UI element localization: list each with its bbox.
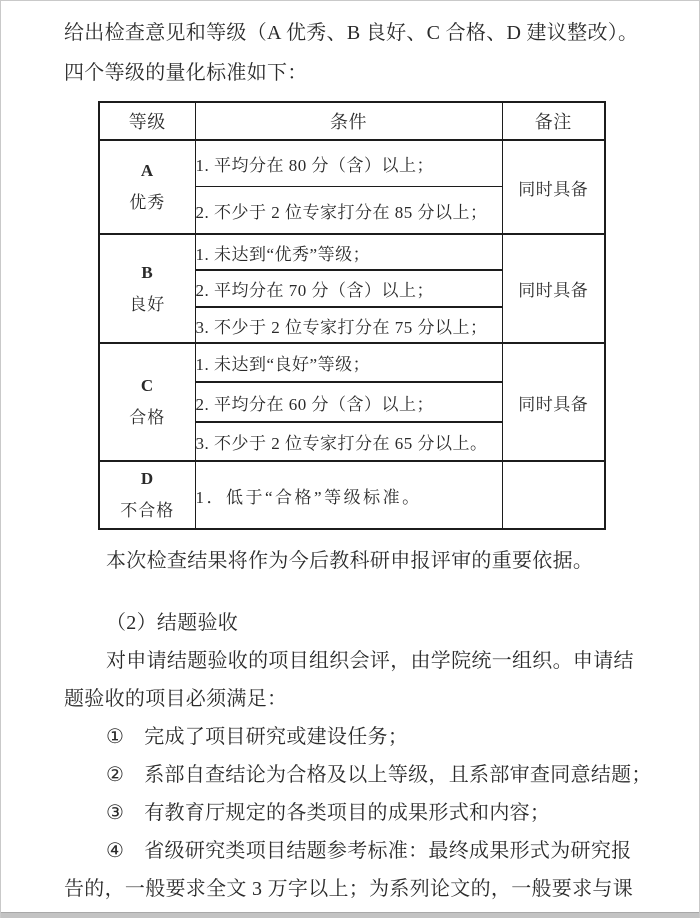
list-item-4-continued: 告的，一般要求全文 3 万字以上；为系列论文的，一般要求与课 [64,878,633,900]
list-item-3 [64,794,636,832]
list-item-4 [64,832,636,870]
grade-letter: B [141,262,154,282]
header-condition: 条件 [195,102,502,140]
condition-cell: 3. 不少于 2 位专家打分在 75 分以上； [195,307,502,343]
grade-cell-A [99,140,195,234]
list-item-1 [64,718,636,756]
grade-cell-D [99,461,195,529]
page-bottom-edge [1,912,699,918]
list-marker-3: ③ [106,802,125,824]
condition-cell: 1．低于“合格”等级标准。 [195,461,502,529]
grade-table-body [99,140,605,529]
condition-cell: 1. 平均分在 80 分（含）以上； [195,140,502,187]
grade-row-D-1 [99,461,605,529]
condition-cell: 2. 平均分在 60 分（含）以上； [195,382,502,422]
grade-name: 合格 [129,408,166,427]
condition-cell: 1. 未达到“良好”等级； [195,343,502,382]
grade-cell-C [99,343,195,461]
note-cell: 同时具备 [502,343,605,461]
after-table-paragraph: 本次检查结果将作为今后教科研申报评审的重要依据。 [106,550,594,572]
grade-row-B-1 [99,234,605,270]
list-text-4: 省级研究类项目结题参考标准：最终成果形式为研究报 [144,840,632,862]
section-heading: （2）结题验收 [106,612,239,634]
table-header-row [99,102,605,140]
grade-row-A-1 [99,140,605,187]
note-cell: 同时具备 [502,234,605,343]
condition-cell: 1. 未达到“优秀”等级； [195,234,502,270]
grade-row-C-1 [99,343,605,382]
note-cell [502,461,605,529]
list-text-1: 完成了项目研究或建设任务； [144,726,409,748]
list-marker-4: ④ [106,840,125,862]
list-text-2: 系部自查结论为合格及以上等级，且系部审查同意结题； [144,764,652,786]
grade-letter: C [140,376,154,395]
grade-name: 优秀 [129,193,166,212]
grade-letter: D [140,469,154,488]
list-marker-2: ② [106,764,125,786]
condition-cell: 2. 不少于 2 位专家打分在 85 分以上； [195,187,502,235]
list-item-2 [64,756,652,794]
section-intro-line-2: 题验收的项目必须满足： [64,688,288,710]
condition-cell: 2. 平均分在 70 分（含）以上； [195,270,502,307]
condition-cell: 3. 不少于 2 位专家打分在 65 分以上。 [195,422,502,461]
list-text-3: 有教育厅规定的各类项目的成果形式和内容； [144,802,551,824]
section-intro-line-1: 对申请结题验收的项目组织会评，由学院统一组织。申请结 [106,650,634,672]
header-note: 备注 [502,102,605,140]
list-marker-1: ① [106,726,125,748]
intro-line-1: 给出检查意见和等级（A 优秀、B 良好、C 合格、D 建议整改）。 [64,22,639,44]
grade-name: 良好 [129,294,166,314]
intro-line-2: 四个等级的量化标准如下： [64,62,308,84]
grade-letter: A [140,161,154,180]
grade-name: 不合格 [120,501,175,520]
grade-cell-B [99,234,195,343]
grade-criteria-table [98,101,606,530]
header-grade: 等级 [99,102,195,140]
note-cell: 同时具备 [502,140,605,234]
